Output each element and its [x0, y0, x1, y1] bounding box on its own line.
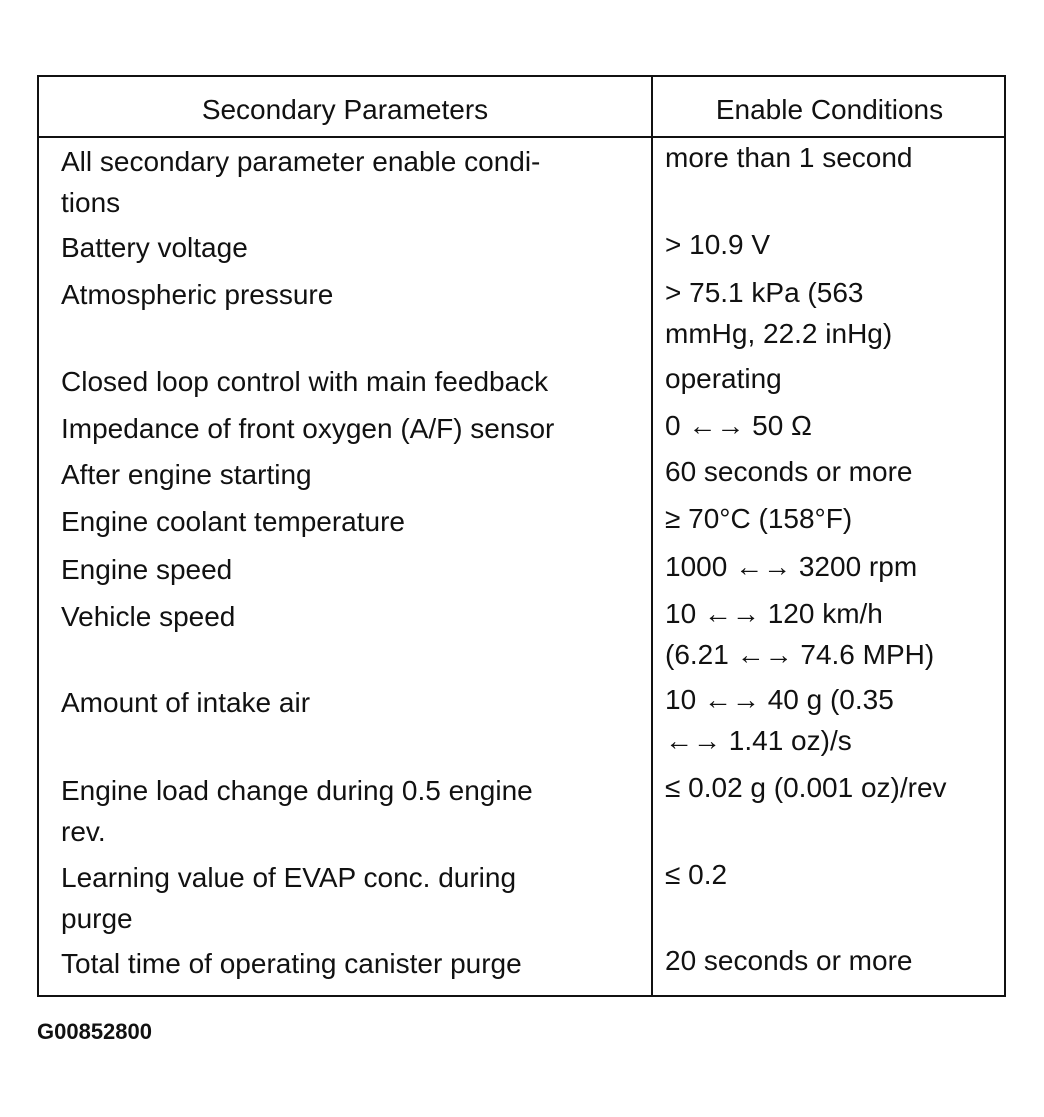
header-secondary-parameters: Secondary Parameters	[201, 94, 489, 125]
header-enable-conditions: Enable Conditions	[715, 94, 944, 125]
column-divider	[651, 77, 653, 995]
condition-cell: ≤ 0.2	[665, 859, 728, 890]
parameter-cell: Learning value of EVAP conc. during purge	[61, 862, 517, 934]
parameter-cell: Vehicle speed	[61, 601, 236, 632]
condition-cell: 10 ←→ 40 g (0.35 ←→ 1.41 oz)/s	[665, 684, 894, 756]
condition-cell: 60 seconds or more	[665, 456, 913, 487]
parameter-cell: Closed loop control with main feedback	[61, 366, 549, 397]
parameter-cell: Atmospheric pressure	[61, 279, 334, 310]
condition-cell: 0 ←→ 50 Ω	[665, 410, 812, 441]
parameter-cell: All secondary parameter enable condi- tions	[61, 146, 541, 218]
parameter-cell: Engine coolant temperature	[61, 506, 405, 537]
parameter-cell: Engine speed	[61, 554, 233, 585]
parameter-cell: Battery voltage	[61, 232, 248, 263]
condition-cell: > 10.9 V	[665, 229, 771, 260]
condition-cell: operating	[665, 363, 782, 394]
figure-id: G00852800	[37, 1019, 152, 1044]
condition-cell: ≤ 0.02 g (0.001 oz)/rev	[665, 772, 947, 803]
condition-cell: ≥ 70°C (158°F)	[665, 503, 853, 534]
parameter-cell: Total time of operating canister purge	[61, 948, 522, 979]
parameter-cell: Impedance of front oxygen (A/F) sensor	[61, 413, 555, 444]
enable-conditions-table	[37, 75, 1006, 997]
parameter-cell: After engine starting	[61, 459, 312, 490]
parameter-cell: Engine load change during 0.5 engine rev.	[61, 775, 533, 847]
condition-cell: more than 1 second	[665, 142, 913, 173]
condition-cell: 10 ←→ 120 km/h (6.21 ←→ 74.6 MPH)	[665, 598, 935, 670]
condition-cell: > 75.1 kPa (563 mmHg, 22.2 inHg)	[665, 277, 893, 349]
condition-cell: 1000 ←→ 3200 rpm	[665, 551, 918, 582]
condition-cell: 20 seconds or more	[665, 945, 913, 976]
parameter-cell: Amount of intake air	[61, 687, 311, 718]
